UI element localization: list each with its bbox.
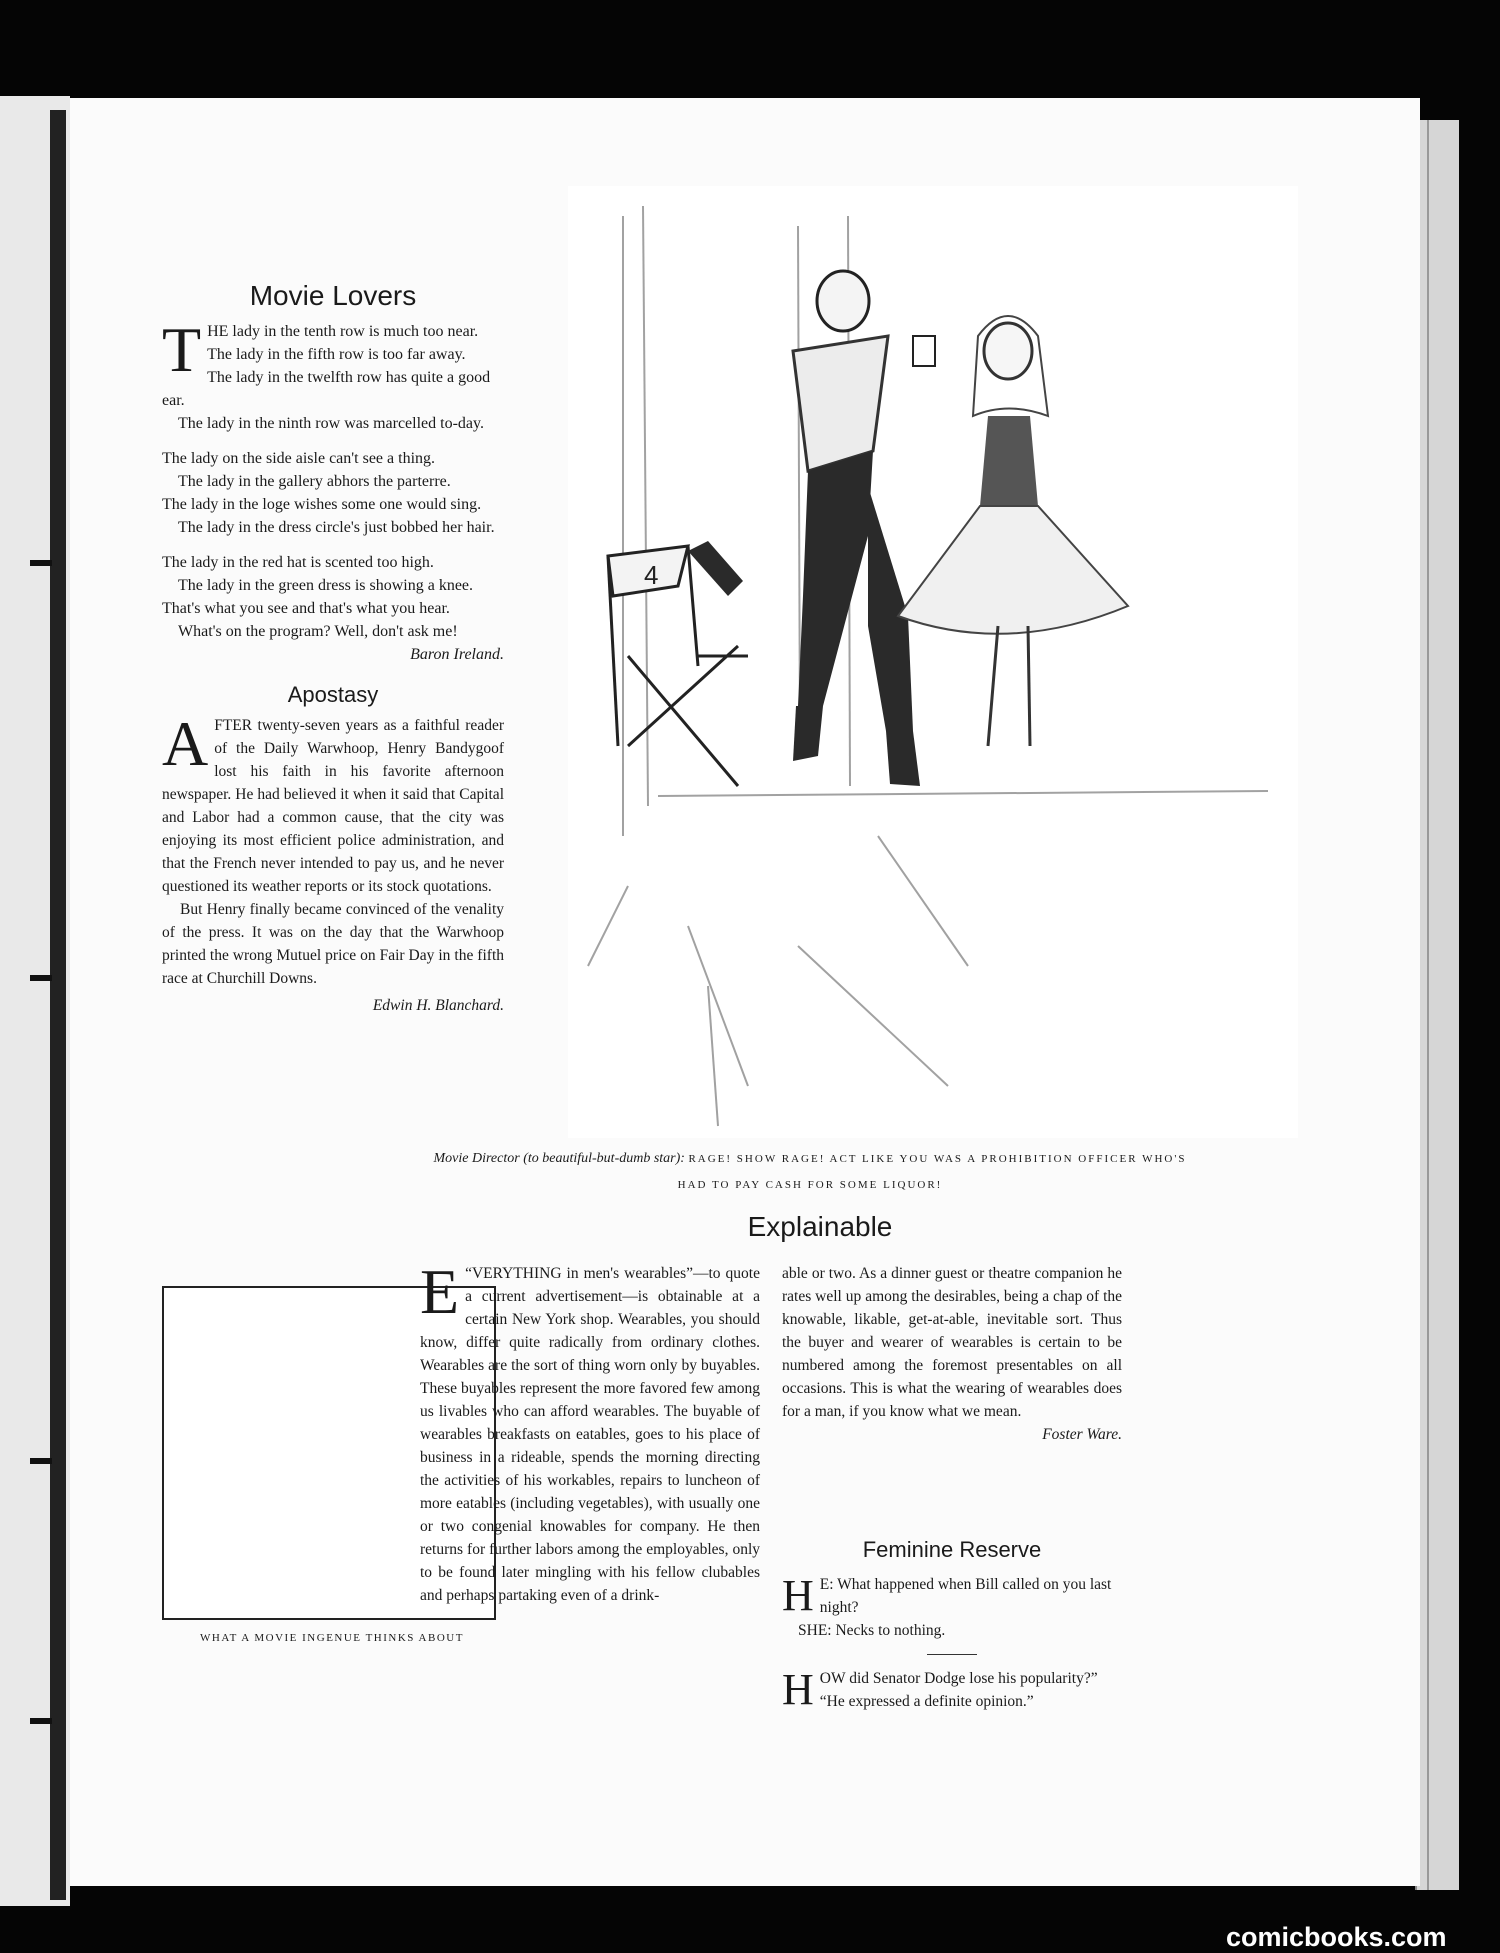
binding-spine [50, 110, 66, 1900]
magazine-page [70, 98, 1420, 1886]
apostasy-title: Apostasy [287, 682, 379, 707]
poem-line: The lady in the dress circle's just bobbed her hair. [178, 519, 495, 536]
she-line: Necks to nothing. [835, 1622, 946, 1639]
chair-number: 4 [644, 560, 659, 590]
answer-line: “He expressed a definite opinion.” [819, 1693, 1034, 1710]
explainable-title: Explainable [747, 1211, 893, 1242]
poem-line: The lady in the ninth row was marcelled to-day. [178, 415, 484, 432]
caption-speaker: Movie Director (to beautiful-but-dumb star): [433, 1151, 685, 1166]
explainable-author: Foster Ware. [1042, 1426, 1122, 1443]
divider [927, 1654, 977, 1655]
poem-line: What's on the program? Well, don't ask me! [178, 623, 458, 640]
cartoon-background [568, 186, 1298, 1138]
feminine-reserve-body [782, 1573, 1122, 1713]
poem-line: The lady in the red hat is scented too high. [162, 554, 434, 571]
watermark: comicbooks.com [1226, 1922, 1447, 1952]
binding-mark [30, 1458, 52, 1464]
apostasy-author: Edwin H. Blanchard. [372, 997, 504, 1014]
poem-line: The lady in the green dress is showing a knee. [178, 577, 474, 594]
drop-cap: H [782, 1571, 814, 1620]
poem-stanza [162, 314, 504, 435]
poem-line: That's what you see and that's what you hear. [162, 600, 450, 617]
binding-mark [30, 1718, 52, 1724]
poem-line: The lady in the loge wishes some one would sing. [162, 496, 482, 513]
paragraph-text: FTER twenty-seven years as a faithful reader of the Daily Warwhoop, Henry Bandygoof lost his faith in his favorite afternoon newspaper. He had believed it when it said that Capital and Labor had a common cause, that the city was enjoying its most efficient police administration, and that the French never intended to pay us, and he never questioned its weather reports or its stock quotations. [162, 717, 504, 895]
left-column [162, 280, 504, 1017]
poem-line: The lady in the gallery abhors the parterre. [178, 473, 451, 490]
paragraph: But Henry finally became convinced of the venality of the press. It was on the day that the Warwhoop printed the wrong Mutuel price on Fair Day in the fifth race at Churchill Downs. [162, 901, 504, 987]
poem-stanza [162, 447, 504, 539]
explainable-column-1 [420, 1256, 760, 1607]
binding-mark [30, 975, 52, 981]
drop-cap: A [162, 708, 209, 779]
question-line: OW did Senator Dodge lose his popularity?” [819, 1670, 1098, 1687]
page-stack-edge [1415, 120, 1459, 1890]
movie-lovers-poem [162, 314, 504, 666]
he-line: E: What happened when Bill called on you last night? [819, 1576, 1112, 1616]
she-label: SHE: [798, 1622, 832, 1639]
poem-author: Baron Ireland. [410, 646, 504, 663]
explainable-text-2: able or two. As a dinner guest or theatre companion he rates well up among the desirables, being a chap of the knowable, likable, get-at-able, inevitable sort. Thus the buyer and wearer of wearables is certain to be numbered among the foremost presentables on all occasions. This is what the wearing of wearables does for a man, if you know what we mean. [782, 1265, 1122, 1420]
box-caption: WHAT A MOVIE INGENUE THINKS ABOUT [200, 1632, 464, 1644]
paragraph [162, 708, 504, 898]
explainable-column-2 [782, 1262, 1122, 1446]
poem-line: The lady in the twelfth row has quite a good ear. [162, 369, 491, 409]
apostasy-body [162, 708, 504, 1017]
binding-mark [30, 560, 52, 566]
poem-stanza [162, 551, 504, 666]
poem-line: The lady in the fifth row is too far away. [207, 346, 466, 363]
explainable-text-1: “VERYTHING in men's wearables”—to quote a current advertisement—is obtainable at a certain New York shop. Wearables, you should know, differ quite radically from ordinary clothes. Wearables are the sort of thing worn only by buyables. These buyables represent the more favored few among us livables who can afford wearables. The buyable of wearables breakfasts on eatables, goes to his place of business in a rideable, spends the morning directing the activities of his workables, repairs to luncheon of more eatables (including vegetables), with usually one or two congenial knowables for company. He then returns for further labors among the employables, only to be found later mingling with his fellow clubables and perhaps partaking even of a drink- [420, 1265, 760, 1604]
poem-line: HE lady in the tenth row is much too near. [207, 323, 479, 340]
cartoon-caption [420, 1146, 1200, 1198]
dialogue-he [782, 1573, 1122, 1619]
drop-cap: T [162, 314, 202, 385]
poem-line: The lady on the side aisle can't see a thing. [162, 450, 436, 467]
movie-lovers-title: Movie Lovers [249, 280, 417, 311]
feminine-reserve-title: Feminine Reserve [862, 1537, 1042, 1562]
drop-cap: E [420, 1256, 460, 1327]
caption-text: RAGE! SHOW RAGE! ACT LIKE YOU WAS A PROHIBITION OFFICER WHO'S HAD TO PAY CASH FOR SOME LIQUOR! [677, 1153, 1187, 1191]
dialogue-she [782, 1619, 1122, 1642]
cartoon-illustration [568, 186, 1298, 1138]
drop-cap: H [782, 1665, 814, 1714]
